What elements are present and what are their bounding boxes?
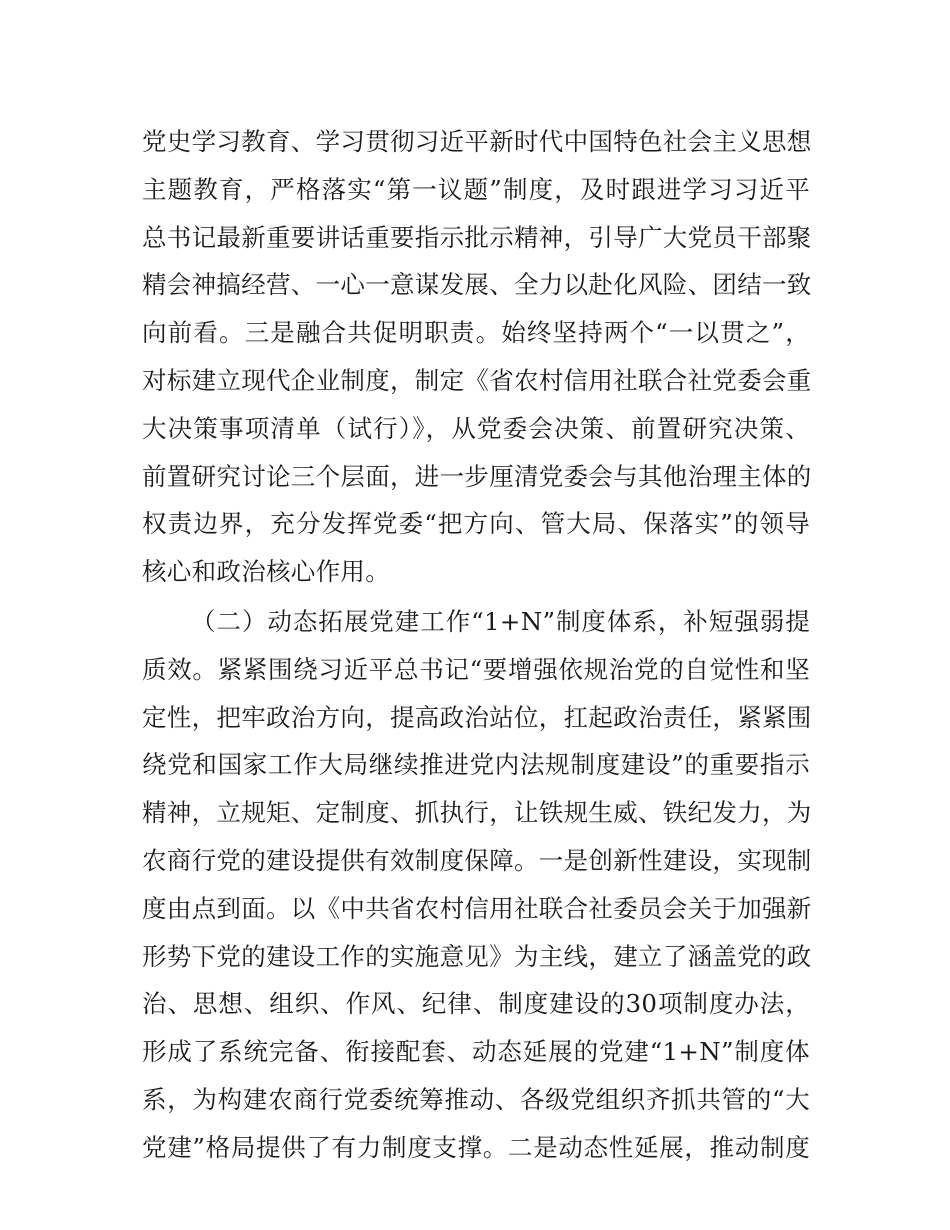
text-line: 治、思想、组织、作风、纪律、制度建设的30项制度办法， [142, 989, 810, 1019]
document-body [142, 118, 810, 1172]
text-line: 形成了系统完备、衔接配套、动态延展的党建“1+N”制度体 [142, 1037, 810, 1067]
text-line: 精会神搞经营、一心一意谋发展、全力以赴化风险、团结一致 [142, 270, 812, 300]
text-line: 系，为构建农商行党委统筹推动、各级党组织齐抓共管的“大 [142, 1084, 810, 1114]
text-line: 向前看。三是融合共促明职责。始终坚持两个“一以贯之”， [142, 318, 810, 348]
text-line: 精神，立规矩、定制度、抓执行，让铁规生威、铁纪发力，为 [142, 798, 812, 828]
text-line: 形势下党的建设工作的实施意见》为主线，建立了涵盖党的政 [142, 941, 812, 971]
text-line: 大决策事项清单（试行）》，从党委会决策、前置研究决策、 [142, 413, 810, 443]
paragraph-2 [142, 598, 810, 1172]
text-line: 定性，把牢政治方向，提高政治站位，扛起政治责任，紧紧围 [142, 702, 812, 732]
section-heading-line: （二）动态拓展党建工作“1+N”制度体系，补短强弱提 [191, 606, 810, 636]
paragraph-1 [142, 118, 810, 596]
text-line: 权责边界，充分发挥党委“把方向、管大局、保落实”的领导 [142, 509, 810, 539]
text-line: 对标建立现代企业制度，制定《省农村信用社联合社党委会重 [142, 365, 812, 395]
text-line: 质效。紧紧围绕习近平总书记“要增强依规治党的自觉性和坚 [142, 654, 810, 684]
text-line: 农商行党的建设提供有效制度保障。一是创新性建设，实现制 [142, 845, 812, 875]
text-line: 总书记最新重要讲话重要指示批示精神，引导广大党员干部聚 [142, 222, 812, 252]
text-line: 绕党和国家工作大局继续推进党内法规制度建设”的重要指示 [142, 750, 810, 780]
text-line: 党建”格局提供了有力制度支撑。二是动态性延展，推动制度 [142, 1132, 810, 1162]
text-line: 党史学习教育、学习贯彻习近平新时代中国特色社会主义思想 [142, 127, 812, 156]
text-line: 度由点到面。以《中共省农村信用社联合社委员会关于加强新 [142, 893, 812, 923]
text-line: 主题教育，严格落实“第一议题”制度，及时跟进学习习近平 [142, 174, 810, 204]
text-line: 核心和政治核心作用。 [142, 557, 390, 587]
text-line: 前置研究讨论三个层面，进一步厘清党委会与其他治理主体的 [142, 461, 812, 491]
